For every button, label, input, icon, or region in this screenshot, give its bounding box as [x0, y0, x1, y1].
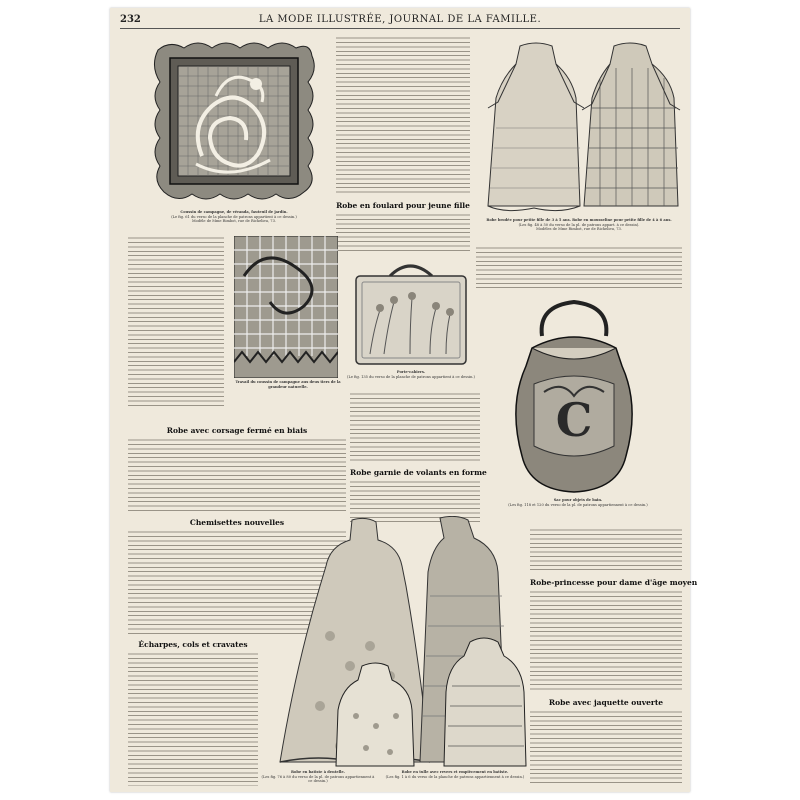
womens-dresses-illustration [260, 516, 530, 770]
girls-dress-b-caption: Robe en mousseline pour petite fille de 4 à 6 ans. [572, 218, 672, 222]
bath-bag-caption [498, 498, 658, 507]
heading-echarpes-cols: Écharpes, cols et cravates [138, 640, 248, 649]
heading-chemisettes: Chemisettes nouvelles [189, 518, 285, 527]
girls-dresses-caption [472, 218, 686, 232]
cushion-caption-model: Modèle de Mme Rimbot, rue de Richelieu, 73. [192, 219, 276, 224]
bath-bag-caption-ref: (Les fig. 118 et 120 du verso de la pl. de patrons appartiennent à ce dessin.) [508, 502, 648, 507]
cushion-caption-ref: (Le fig. 61 du verso de la planche de patrons appartient à ce dessin.) [171, 214, 297, 219]
dentelle-dress-caption [260, 770, 376, 784]
girls-dress-a-caption: Robe brodée pour petite fille de 3 à 5 ans. [486, 218, 571, 222]
cushion-caption-title: Coussin de campagne, de véranda, fauteuil de jardin. [180, 210, 288, 214]
magazine-page [110, 8, 698, 792]
page-number: 232 [120, 14, 141, 25]
text-column-top-center [336, 36, 470, 196]
journal-title: LA MODE ILLUSTRÉE, JOURNAL DE LA FAMILLE. [258, 14, 542, 25]
girls-dresses-ref: (Les fig. 48 à 50 du verso de la pl. de patrons appart. à ce dessin). [518, 222, 640, 227]
text-column-princesse [530, 590, 682, 692]
text-column-center-mid [350, 392, 480, 462]
tulle-dress-caption-ref: (Les fig. 1 à 6 du verso de la planche de patrons appartiennent à ce dessin.) [385, 774, 525, 779]
portfolio-caption-title: Porte-cahiers. [396, 370, 426, 374]
dentelle-dress-caption-title: Robe en batiste à dentelle. [291, 770, 345, 774]
cushion-work-detail-illustration [234, 236, 338, 378]
heading-volants-forme: Robe garnie de volants en forme [350, 468, 487, 477]
bath-bag-illustration [508, 296, 640, 496]
heading-corsage-biais: Robe avec corsage fermé en biais [166, 426, 308, 435]
heading-jaquette-ouverte: Robe avec jaquette ouverte [548, 698, 664, 707]
bath-bag-monogram: C [555, 393, 593, 447]
tulle-dress-caption-title: Robe en tulle avec revers et empiècement en batiste. [401, 770, 509, 774]
girls-dresses-model: Modèles de Mme Rimbot, rue de Richelieu, 73. [536, 227, 622, 232]
page-header [120, 14, 680, 29]
heading-robe-princesse: Robe-princesse pour dame d'âge moyen [530, 578, 698, 587]
text-column-right-mid [476, 246, 682, 290]
bath-bag-caption-title: Sac pour objets de bain. [553, 498, 603, 502]
text-column-echarpes [128, 652, 258, 786]
heading-robe-foulard: Robe en foulard pour jeune fille [336, 201, 470, 210]
work-detail-caption: Travail du coussin de campagne aux deux tiers de la grandeur naturelle. [235, 380, 341, 389]
cushion-caption [140, 210, 328, 224]
tulle-dress-caption [380, 770, 530, 779]
text-column-left-top [128, 236, 224, 408]
text-column-jaquette [530, 710, 682, 786]
text-column-foulard [336, 213, 470, 253]
dentelle-dress-caption-ref: (Les fig. 76 à 80 du verso de la pl. de patrons appartiennent à ce dessin.) [261, 774, 375, 784]
portfolio-caption-ref: (Le fig. 135 du verso de la planche de patrons appartient à ce dessin.) [347, 374, 475, 379]
girls-dresses-illustration [476, 38, 684, 218]
portfolio-caption [346, 370, 476, 379]
text-column-biais [128, 438, 346, 512]
cushion-illustration [150, 36, 318, 208]
portfolio-illustration [350, 258, 472, 368]
text-column-right-lower [530, 528, 682, 572]
